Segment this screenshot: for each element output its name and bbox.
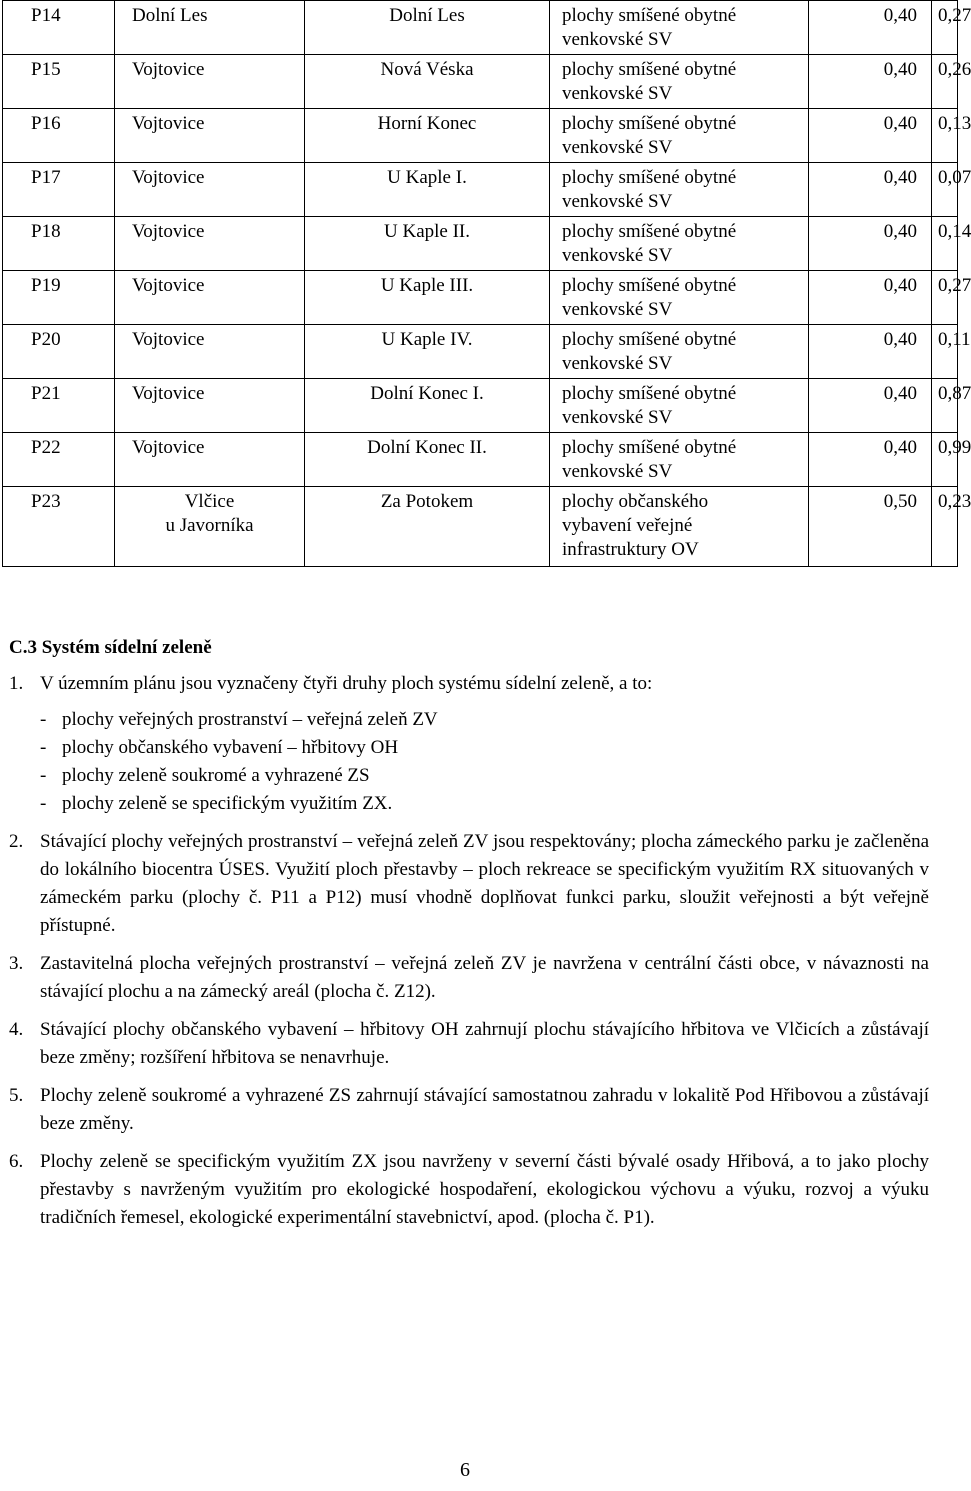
area-name: Dolní Konec II. [305,433,550,487]
green-types-list [40,706,929,818]
area-use: plochy smíšené obytné venkovské SV [550,1,809,55]
paragraph-number: 1. [9,673,24,694]
area-locality: Vojtovice [115,109,305,163]
area-id: P23 [3,487,115,567]
table-row [3,55,958,109]
area-value-2: 0,87 [932,379,958,433]
area-id: P21 [3,379,115,433]
area-use: plochy smíšené obytné venkovské SV [550,433,809,487]
area-id: P20 [3,325,115,379]
area-locality: Vojtovice [115,433,305,487]
paragraph-2 [9,828,929,940]
area-use: plochy smíšené obytné venkovské SV [550,55,809,109]
paragraph-text: Stávající plochy občanského vybavení – hřbitovy OH zahrnují plochu stávajícího hřbitova ve Vlčicích a zůstávají beze změny; rozšíření hřbitova se nenavrhuje. [40,1019,929,1068]
area-value-2: 0,13 [932,109,958,163]
area-value-1: 0,40 [809,271,932,325]
area-use: plochy smíšené obytné venkovské SV [550,325,809,379]
area-id: P22 [3,433,115,487]
area-locality: Vojtovice [115,163,305,217]
area-id: P17 [3,163,115,217]
list-item: - plochy občanského vybavení – hřbitovy OH [40,737,399,758]
area-locality: Vojtovice [115,325,305,379]
paragraph-text: Plochy zeleně se specifickým využitím ZX jsou navrženy v severní části bývalé osady Hřibová, a to jako plochy přestavby s navrženým využitím pro ekologické hospodaření, ekologickou výchovu a výuku, rozvoj a výuku tradičních řemesel, ekologické experimentální stavebnictví, apod. (plocha č. P1). [40,1151,929,1228]
area-name: Horní Konec [305,109,550,163]
area-id: P19 [3,271,115,325]
area-id: P18 [3,217,115,271]
list-item: - plochy veřejných prostranství – veřejná zeleň ZV [40,709,438,730]
table-row [3,217,958,271]
paragraph-number: 2. [9,831,24,852]
area-use: plochy smíšené obytné venkovské SV [550,109,809,163]
area-name: U Kaple III. [305,271,550,325]
area-locality: Vojtovice [115,217,305,271]
table-row [3,433,958,487]
area-value-1: 0,40 [809,1,932,55]
area-locality: Vojtovice [115,271,305,325]
area-value-2: 0,23 [932,487,958,567]
paragraph-6 [9,1148,929,1232]
paragraph-5 [9,1082,929,1138]
area-name: U Kaple I. [305,163,550,217]
paragraph-text: Zastavitelná plocha veřejných prostranství – veřejná zeleň ZV je navržena v centrální části obce, v návaznosti na stávající plochu a na zámecký areál (plocha č. Z12). [40,953,929,1002]
area-id: P16 [3,109,115,163]
table-row [3,109,958,163]
section-heading: C.3 Systém sídelní zeleně [9,637,212,658]
area-use: plochy smíšené obytné venkovské SV [550,379,809,433]
area-id: P15 [3,55,115,109]
area-value-1: 0,40 [809,163,932,217]
area-name: Dolní Les [305,1,550,55]
area-name: Nová Véska [305,55,550,109]
table-row [3,487,958,567]
area-value-2: 0,27 [932,1,958,55]
area-value-1: 0,40 [809,433,932,487]
area-use: plochy smíšené obytné venkovské SV [550,217,809,271]
paragraph-number: 3. [9,953,24,974]
list-item: - plochy zeleně se specifickým využitím ZX. [40,793,393,814]
area-value-1: 0,40 [809,217,932,271]
list-item: - plochy zeleně soukromé a vyhrazené ZS [40,765,370,786]
table-row [3,379,958,433]
area-value-2: 0,14 [932,217,958,271]
paragraph-number: 5. [9,1085,24,1106]
area-value-1: 0,40 [809,325,932,379]
paragraph-number: 4. [9,1019,24,1040]
area-value-2: 0,27 [932,271,958,325]
area-locality: Vojtovice [115,55,305,109]
table-row [3,271,958,325]
table-row [3,1,958,55]
table-row [3,325,958,379]
areas-table-container [2,0,971,567]
area-name: U Kaple IV. [305,325,550,379]
area-name: U Kaple II. [305,217,550,271]
area-value-1: 0,50 [809,487,932,567]
area-name: Za Potokem [305,487,550,567]
area-value-2: 0,99 [932,433,958,487]
paragraph-4 [9,1016,929,1072]
area-value-1: 0,40 [809,109,932,163]
areas-table [2,0,971,567]
paragraph-text: Plochy zeleně soukromé a vyhrazené ZS zahrnují stávající samostatnou zahradu v lokalitě Pod Hřibovou a zůstávají beze změny. [40,1085,929,1134]
area-id: P14 [3,1,115,55]
area-value-2: 0,11 [932,325,958,379]
paragraph-text: Stávající plochy veřejných prostranství – veřejná zeleň ZV jsou respektovány; plocha zámeckého parku je začleněna do lokálního biocentra ÚSES. Využití ploch přestavby – ploch rekreace se specifickým využitím RX situovaných v zámeckém parku (plochy č. P11 a P12) musí vhodně doplňovat funkci parku, sloužit veřejnosti a být veřejně přístupné. [40,831,929,936]
section-c3 [9,634,929,1232]
area-value-2: 0,07 [932,163,958,217]
table-row [3,163,958,217]
area-locality: Vlčice u Javorníka [115,487,305,567]
page-number: 6 [460,1459,470,1481]
area-use: plochy občanského vybavení veřejné infrastruktury OV [550,487,809,567]
area-value-2: 0,26 [932,55,958,109]
area-locality: Dolní Les [115,1,305,55]
area-value-1: 0,40 [809,379,932,433]
area-locality: Vojtovice [115,379,305,433]
area-name: Dolní Konec I. [305,379,550,433]
paragraph-1 [9,670,929,698]
area-use: plochy smíšené obytné venkovské SV [550,271,809,325]
paragraph-text: V územním plánu jsou vyznačeny čtyři druhy ploch systému sídelní zeleně, a to: [40,673,653,694]
paragraph-number: 6. [9,1151,24,1172]
area-use: plochy smíšené obytné venkovské SV [550,163,809,217]
paragraph-3 [9,950,929,1006]
area-value-1: 0,40 [809,55,932,109]
